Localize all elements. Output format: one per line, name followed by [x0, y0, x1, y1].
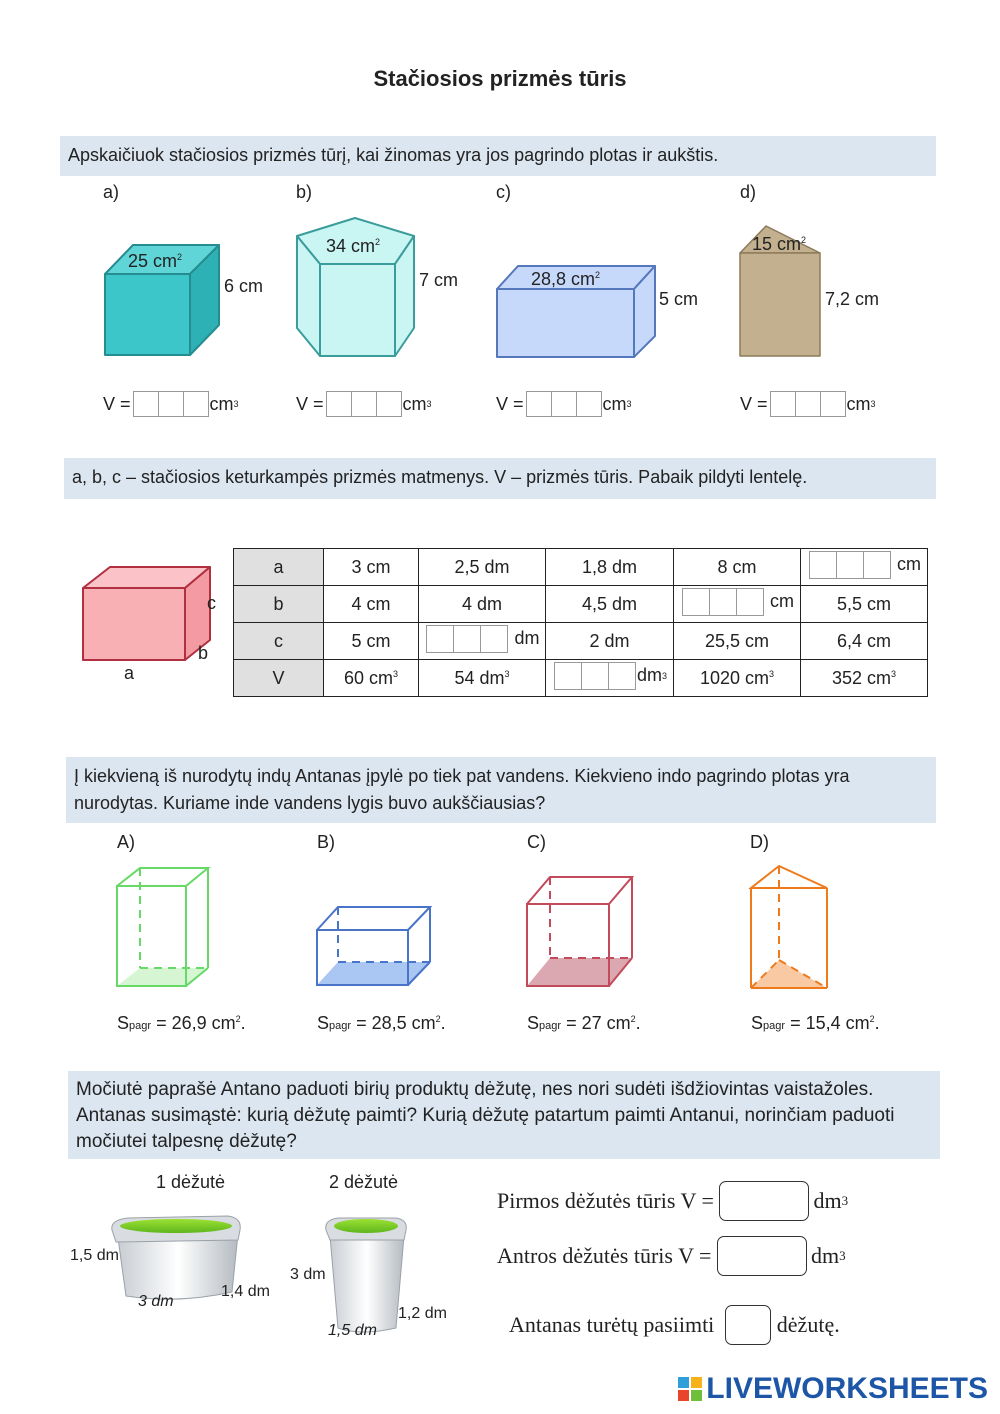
- box2-height: 3 dm: [290, 1266, 326, 1283]
- task3-containers: [0, 850, 1000, 1000]
- task3-label-b: B): [317, 832, 335, 852]
- table-row-b: [234, 586, 928, 623]
- table-c-input[interactable]: [426, 625, 507, 653]
- box1-label: 1 dėžutė: [156, 1172, 226, 1192]
- box1-volume-row: Pirmos dėžutės tūris V = dm 3: [497, 1181, 848, 1221]
- box2-label: 2 dėžutė: [329, 1172, 399, 1192]
- table-row-a: [234, 549, 928, 586]
- box2-volume-input[interactable]: [717, 1236, 807, 1276]
- box1-length: 3 dm: [138, 1293, 174, 1310]
- logo-icon: [678, 1377, 702, 1401]
- task3-instruction: Į kiekvieną iš nurodytų indų Antanas įpylė po tiek pat vandens. Kiekvieno indo pagrindo plotas yra nurodytas. Kuriame inde vandens lygis buvo aukščiausias?: [66, 757, 936, 823]
- prism-b-height: 7 cm: [419, 270, 459, 290]
- table-cell: 6,4 cm: [801, 623, 928, 660]
- table-row-v: [234, 660, 928, 697]
- container-c-area: Spagr = 27 $cm^2$.: [527, 1013, 641, 1033]
- task3-label-a: A): [117, 832, 135, 852]
- table-cell: 2,5 dm: [419, 549, 546, 586]
- task1-instruction: Apskaičiuok stačiosios prizmės tūrį, kai žinomas yra jos pagrindo plotas ir aukštis.: [60, 136, 936, 176]
- box2-width: 1,2 dm: [398, 1305, 447, 1322]
- task1-answer-b: V = cm 3: [296, 391, 432, 417]
- prism-a-area: 25 $cm^2$: [128, 251, 183, 271]
- table-cell: 2 dm: [546, 623, 674, 660]
- answer-b-input[interactable]: [326, 391, 401, 417]
- container-a-shape: [117, 868, 208, 986]
- container-b-area: Spagr = 28,5 $cm^2$.: [317, 1013, 446, 1033]
- box2-length: 1,5 dm: [328, 1322, 377, 1339]
- row-header: a: [234, 549, 324, 586]
- table-cell: 4 dm: [419, 586, 546, 623]
- liveworksheets-logo: LIVEWORKSHEETS: [678, 1372, 988, 1406]
- container-d-area: Spagr = 15,4 $cm^2$.: [751, 1013, 880, 1033]
- table-b-input[interactable]: [682, 588, 763, 616]
- box-choice-input[interactable]: [725, 1305, 771, 1345]
- task1-label-a: a): [103, 182, 120, 202]
- task1-label-c: c): [496, 182, 511, 202]
- table-cell: 4 cm: [324, 586, 419, 623]
- prism-b-area: 34 $cm^2$: [326, 236, 381, 256]
- table-cell-input: cm: [801, 549, 928, 586]
- task1-answer-c: V = cm 3: [496, 391, 632, 417]
- prism-a-height: 6 cm: [224, 276, 264, 296]
- fig-label-a: a: [124, 663, 135, 683]
- task3-label-c: C): [527, 832, 546, 852]
- table-cell: 1020 $cm^3$: [674, 660, 801, 697]
- task1-answer-a: V = cm 3: [103, 391, 239, 417]
- row-header: b: [234, 586, 324, 623]
- choice-row: Antanas turėtų pasiimti dėžutę.: [509, 1305, 840, 1345]
- table-cell: 5,5 cm: [801, 586, 928, 623]
- answer-d-input[interactable]: [770, 391, 845, 417]
- table-cell: 60 $cm^3$: [324, 660, 419, 697]
- page-title: Stačiosios prizmės tūris: [373, 66, 627, 91]
- prism-c-height: 5 cm: [659, 289, 699, 309]
- prism-d-height: 7,2 cm: [825, 289, 880, 309]
- table-row-c: [234, 623, 928, 660]
- table-cell-input: dm: [419, 623, 546, 660]
- task1-answer-d: V = cm 3: [740, 391, 876, 417]
- container-d-shape: [751, 866, 827, 988]
- table-cell-input: dm 3: [546, 660, 674, 697]
- table-v-input[interactable]: [554, 662, 635, 690]
- container-c-shape: [527, 877, 632, 986]
- row-header: V: [234, 660, 324, 697]
- box2-photo: [326, 1218, 407, 1332]
- task4-instruction: Močiutė paprašė Antano paduoti birių produktų dėžutę, nes nori sudėti išdžiovintas vaistažoles. Antanas susimąstė: kurią dėžutę paimti? Kurią dėžutę patartum paimti Antanui, norinčiam paduoti močiutei talpesnę dėžutę?: [68, 1071, 940, 1159]
- box1-height: 1,5 dm: [70, 1247, 119, 1264]
- dimensions-table: [233, 548, 928, 697]
- table-cell: 4,5 dm: [546, 586, 674, 623]
- box1-width: 1,4 dm: [221, 1283, 270, 1300]
- table-cell: 352 $cm^3$: [801, 660, 928, 697]
- task1-prisms: [0, 0, 1000, 420]
- prism-d-area: 15 $cm^2$: [752, 234, 807, 254]
- answer-c-input[interactable]: [526, 391, 601, 417]
- table-cell: 5 cm: [324, 623, 419, 660]
- table-cell-input: cm: [674, 586, 801, 623]
- task4-box-photos: [0, 1200, 470, 1350]
- table-cell: 8 cm: [674, 549, 801, 586]
- table-cell: 1,8 dm: [546, 549, 674, 586]
- task1-label-b: b): [296, 182, 313, 202]
- table-cell: 54 $dm^3$: [419, 660, 546, 697]
- task1-label-d: d): [740, 182, 757, 202]
- table-cell: 3 cm: [324, 549, 419, 586]
- container-a-area: Spagr = 26,9 $cm^2$.: [117, 1013, 246, 1033]
- fig-label-c: c: [207, 593, 216, 613]
- task3-label-d: D): [750, 832, 769, 852]
- prism-c-area: 28,8 $cm^2$: [531, 269, 601, 289]
- table-cell: 25,5 cm: [674, 623, 801, 660]
- box2-volume-row: Antros dėžutės tūris V = dm 3: [497, 1236, 846, 1276]
- box1-volume-input[interactable]: [719, 1181, 809, 1221]
- container-b-shape: [317, 907, 430, 985]
- task2-instruction: a, b, c – stačiosios keturkampės prizmės matmenys. V – prizmės tūris. Pabaik pildyti lentelę.: [64, 458, 936, 499]
- fig-label-b: b: [198, 643, 209, 663]
- row-header: c: [234, 623, 324, 660]
- answer-a-input[interactable]: [133, 391, 208, 417]
- table-a-input[interactable]: [809, 551, 890, 579]
